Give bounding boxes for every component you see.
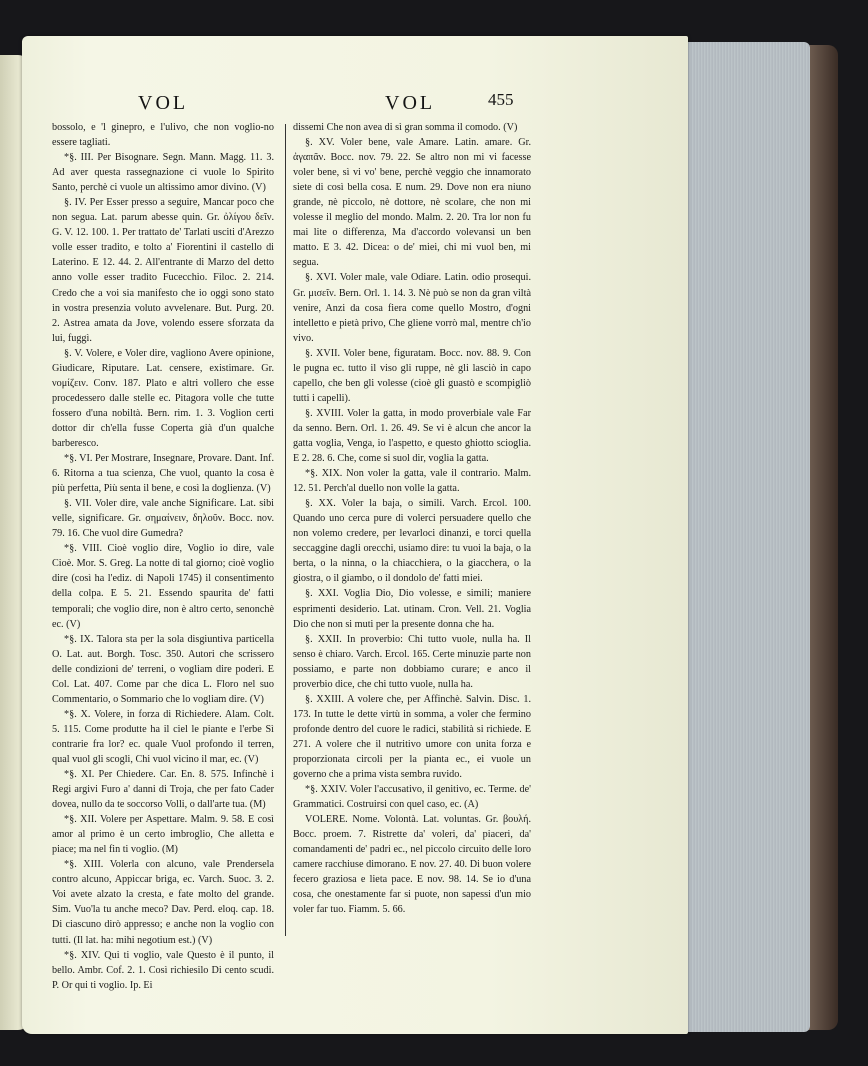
entry-paragraph: §. XXIII. A volere che, per Affinchè. Salvin. Disc. 1. 173. In tutte le dette virtù in somma, a voler che fermino profonde dentro del cuore le radici, stabilità si richiede. E 271. A volere che il nutritivo umore con unita forza e proporzionata circoli per la pianta ec., ei vuole un governo che a prima vista sembra ruvido.	[293, 693, 531, 781]
entry-paragraph: *§. XXIV. Voler l'accusativo, il genitivo, ec. Terme. de' Grammatici. Costruirsi con quel caso, ec. (A)	[293, 784, 531, 811]
entry-paragraph: §. VII. Voler dire, vale anche Significare. Lat. sibi velle, significare. Gr. σημαίνειν, δηλοῦν. Bocc. nov. 79. 16. Che vuol dire Gumedra?	[52, 498, 274, 540]
entry-paragraph: *§. XIII. Volerla con alcuno, vale Prendersela contro alcuno, Appiccar briga, ec. Varch. Suoc. 3. 2. Voi avete alzato la cresta, e fate molto del grande. Sim. Vuo'la tu anche meco? Dav. Perd. eloq. cap. 18. Di ciascuno dirò appresso; e anche non la voglio con tutti. (Il lat. ha: mihi negotium est.) (V)	[52, 859, 274, 946]
entry-paragraph: *§. XI. Per Chiedere. Car. En. 8. 575. Infinchè i Regi argivi Furo a' danni di Troja, che per fato Cader dovea, nullo da te soccorso Volli, o dall'arte tua. (M)	[52, 769, 274, 811]
entry-paragraph: *§. VIII. Cioè voglio dire, Voglio io dire, vale Cioè. Mor. S. Greg. La notte di tal giorno; cioè voglio dire (così ha l'ediz. di Napoli 1745) il consentimento della colpa. E 5. 21. Essendo spaurita de' fatti temporali; che voglio dire, non è altro certo, senonchè ec. (V)	[52, 543, 274, 630]
entry-paragraph: dissemi Che non avea di sì gran somma il comodo. (V)	[293, 122, 518, 133]
entry-paragraph: §. XV. Voler bene, vale Amare. Latin. amare. Gr. ἀγαπᾶν. Bocc. nov. 79. 22. Se altro non mi vi facesse voler bene, sì vi vo' bene, perchè veggio che innamorato siete di così bella cosa. E num. 29. Dove non era niuno grande, nè piccolo, nè dottore, nè scolare, che non mi volesse il meglio del mondo. Malm. 2. 20. Tra lor non fu mai lite o differenza, Ma d'accordo volevansi un ben matto. E 3. 42. Dicea: o de' miei, chi mi vuol ben, mi segua.	[293, 137, 531, 269]
page-stack-edge	[682, 42, 810, 1032]
entry-paragraph: *§. X. Volere, in forza di Richiedere. Alam. Colt. 5. 115. Come produtte ha il ciel le piante e l'erbe Sì contrarie fra lor? ec. quale Vuol profondo il terren, qual vuol gli scogli, Chi vuol vicino il mar, ec. (V)	[52, 708, 274, 765]
column-divider	[285, 124, 286, 936]
entry-paragraph: *§. IX. Talora sta per la sola disgiuntiva particella O. Lat. aut. Borgh. Tosc. 350. Autori che scrissero delle condizioni de' terreni, o vogliam dire poderi. E Col. Lat. 407. Come par che dica L. Floro nel suo Commentario, o Sommario che lo vogliam dire. (V)	[52, 633, 274, 705]
page-number: 455	[488, 90, 514, 109]
entry-paragraph: §. IV. Per Esser presso a seguire, Mancar poco che non segua. Lat. parum abesse quin. Gr. ὀλίγου δεῖν. G. V. 12. 100. 1. Per trattato de' Tarlati usciti d'Arezzo volle esser tradito, e tolto a' Fiorentini il castello di Laterino. E 12. 44. 2. All'entrante di Marzo del detto anno volle esser tradito Fucecchio. Filoc. 2. 214. Credo che a voi sia manifesto che io oggi sono stato in vostra presenzia voluto avvelenare. But. Purg. 20. 2. Astrea amata da Jove, volendo essere sforzata da lui, fuggì.	[52, 197, 274, 344]
right-column	[293, 120, 531, 940]
entry-paragraph: *§. XIV. Qui ti voglio, vale Questo è il punto, il bello. Ambr. Cof. 2. 1. Così richiesilo Di cento scudi. P. Or qui ti voglio. Ip. Ei	[52, 949, 274, 991]
entry-paragraph: §. XVIII. Voler la gatta, in modo proverbiale vale Far da senno. Bern. Orl. 1. 26. 49. Se vi è alcun che ancor la gatta voglia, Venga, io l'aspetto, e questo ghiotto scioglia. E 2. 28. 6. Che, come si suol dir, voglia la gatta.	[293, 407, 531, 465]
left-column	[52, 120, 274, 991]
running-head-left: VOL	[138, 92, 189, 114]
entry-paragraph: *§. VI. Per Mostrare, Insegnare, Provare. Dant. Inf. 6. Ritorna a tua scienza, Che vuol, quanto la cosa è più perfetta, Più senta il bene, e così la doglienza. (V)	[52, 453, 274, 495]
entry-paragraph: §. V. Volere, e Voler dire, vagliono Avere opinione, Giudicare, Riputare. Lat. censere, existimare. Gr. νομίζειν. Conv. 187. Plato e altri vollero che esse procedessero dalle stelle ec. Pitagora volle che tutte fossero d'una nobiltà. Bern. rim. 1. 3. Voglion certi dottor dir ch'ella fusse Coperta già d'un qualche barberesco.	[52, 347, 274, 449]
running-head-right: VOL	[385, 92, 436, 114]
entry-paragraph: *§. XII. Volere per Aspettare. Malm. 9. 58. E così amor al primo è un certo imbroglio, Che alletta e piace; ma nel fin ti voglio. (M)	[52, 814, 274, 856]
entry-paragraph: VOLERE. Nome. Volontà. Lat. voluntas. Gr. βουλή. Bocc. proem. 7. Ristrette da' voleri, da' piaceri, da' comandamenti de' padri ec., nel piccolo circuito delle loro camere racchiuse dimorano. E nov. 27. 40. Di buon volere fecero graziosa e lieta pace. E nov. 98. 14. Se io d'una cosa, che onestamente far si puote, non sapessi d'un mio voler far tuo. Fiamm. 5. 66.	[293, 814, 531, 916]
entry-paragraph: §. XVI. Voler male, vale Odiare. Latin. odio prosequi. Gr. μισεῖν. Bern. Orl. 1. 14. 3. Nè può se non da gran viltà venire, Anzi da cosa fiera come quello Mostro, d'ogni intelletto e pietà privo, Che gliene vorrò mal, mentre ch'io vivo.	[293, 272, 531, 344]
entry-paragraph: §. XX. Voler la baja, o simili. Varch. Ercol. 100. Quando uno cerca pure di volerci persuadere quello che non volemo credere, per levarloci dinanzi, e torci quella seccaggine dagli orecchi, usiamo dire: tu vuoi la baja, o la berta, o la ninna, o la chiacchiera, o la giacchera, o la giostra, o il giambo, o il dondolo de' fatti miei.	[293, 498, 531, 585]
entry-paragraph: §. XXI. Voglia Dio, Dio volesse, e simili; maniere esprimenti desiderio. Lat. utinam. Cron. Vell. 21. Voglia Dio che non si muti per la presente donna che ha.	[293, 588, 531, 630]
entry-paragraph: *§. III. Per Bisognare. Segn. Mann. Magg. 11. 3. Ad aver questa rassegnazione ci vuole lo Spirito Santo, perchè ci vuole un altissimo amor divino. (V)	[52, 152, 274, 194]
entry-paragraph: bossolo, e 'l ginepro, e l'ulivo, che non voglio-no essere tagliati.	[52, 122, 274, 149]
entry-paragraph: *§. XIX. Non voler la gatta, vale il contrario. Malm. 12. 51. Perch'al duello non volle la gatta.	[293, 468, 531, 495]
entry-paragraph: §. XXII. In proverbio: Chi tutto vuole, nulla ha. Il senso è chiaro. Varch. Ercol. 165. Certe minuzie parte non possiamo, e parte non dobbiamo curare; e anco il proverbio dice, che chi tutto vuole, nulla ha.	[293, 633, 531, 690]
entry-paragraph: §. XVII. Voler bene, figuratam. Bocc. nov. 88. 9. Con le pugna ec. tutto il viso gli ruppe, nè gli lasciò in capo capello, che ben gli volesse (cioè gli guastò e scompigliò tutti i capelli).	[293, 347, 531, 404]
